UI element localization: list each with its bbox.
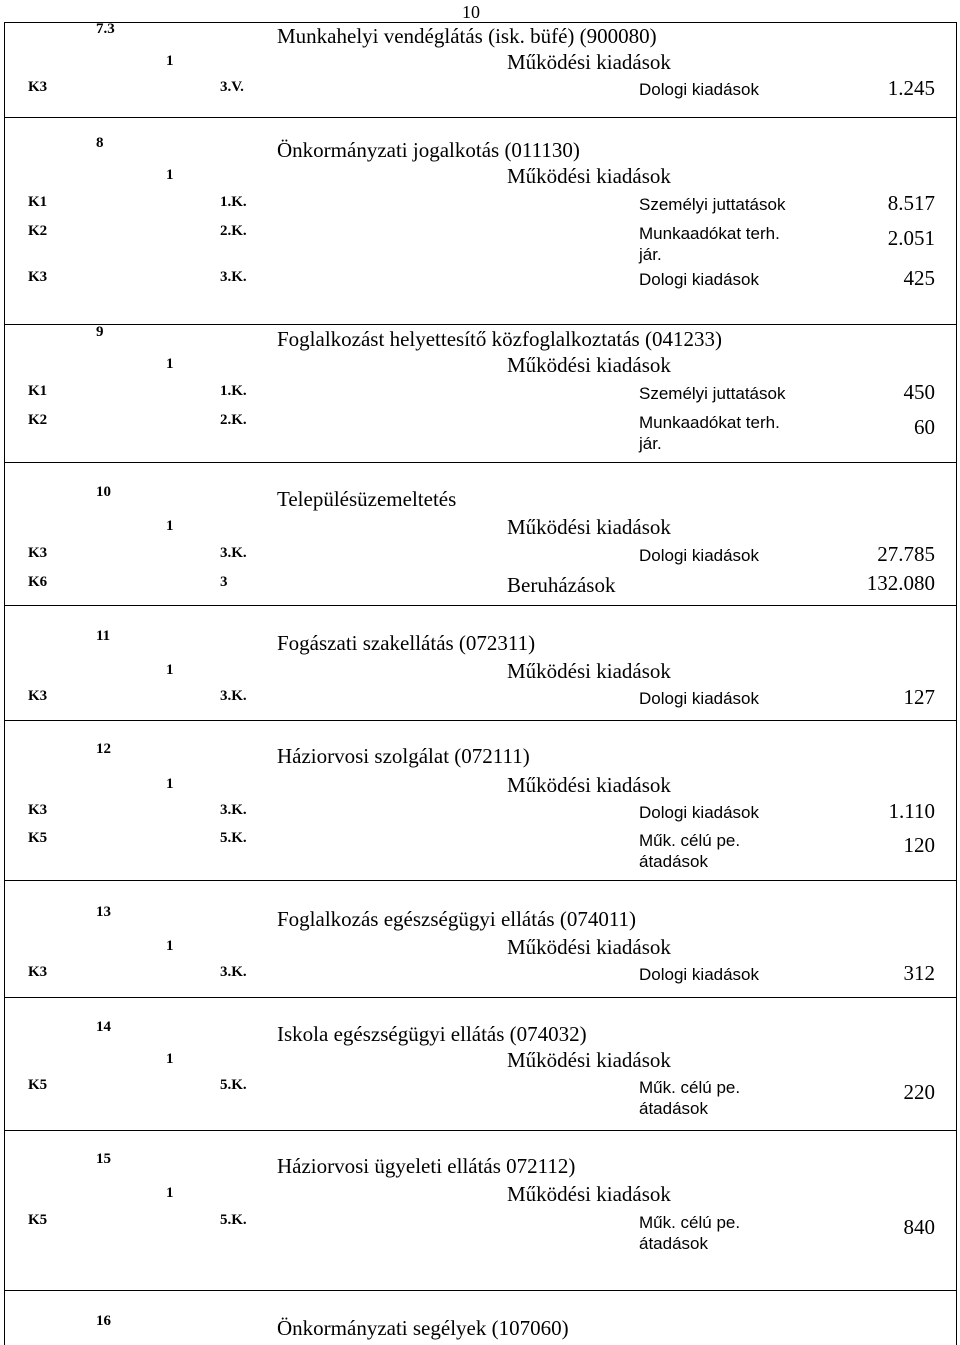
page-number: 10	[462, 2, 480, 22]
row-amount: 132.080	[866, 571, 935, 595]
section-separator	[4, 605, 957, 606]
row-amount: 1.245	[887, 76, 935, 100]
row-amount: 1.110	[888, 799, 935, 823]
row-label: Munkaadókat terh.	[639, 224, 780, 243]
row-amount: 312	[903, 961, 935, 985]
row-code: K1	[28, 383, 48, 399]
row-sub-code: 3.K.	[220, 269, 247, 285]
row-amount: 127	[903, 685, 935, 709]
row-label: Személyi juttatások	[639, 195, 786, 214]
group-number: 1	[166, 356, 174, 372]
section-number: 7.3	[96, 21, 115, 37]
section-title: Önkormányzati jogalkotás (011130)	[277, 138, 580, 162]
row-code: K5	[28, 1212, 48, 1228]
row-sub-code: 5.K.	[220, 1077, 247, 1093]
group-number: 1	[166, 776, 174, 792]
row-label-continued: átadások	[639, 852, 708, 871]
row-sub-code: 1.K.	[220, 383, 247, 399]
row-label: Beruházások	[507, 573, 616, 597]
row-label-continued: átadások	[639, 1099, 708, 1118]
table-right-border	[956, 22, 957, 1345]
row-code: K6	[28, 574, 48, 590]
row-sub-code: 3	[220, 574, 228, 590]
row-sub-code: 3.K.	[220, 964, 247, 980]
row-code: K3	[28, 269, 48, 285]
row-label: Munkaadókat terh.	[639, 413, 780, 432]
group-label: Működési kiadások	[507, 353, 671, 377]
row-sub-code: 5.K.	[220, 1212, 247, 1228]
group-number: 1	[166, 167, 174, 183]
row-label: Dologi kiadások	[639, 689, 760, 708]
section-separator	[4, 462, 957, 463]
table-left-border	[4, 22, 5, 1345]
group-label: Működési kiadások	[507, 164, 671, 188]
section-title: Iskola egészségügyi ellátás (074032)	[277, 1022, 587, 1046]
section-number: 11	[96, 628, 111, 644]
row-sub-code: 3.K.	[220, 802, 247, 818]
row-label-continued: jár.	[639, 434, 662, 453]
row-label: Műk. célú pe.	[639, 1078, 741, 1097]
section-title: Háziorvosi ügyeleti ellátás 072112)	[277, 1154, 576, 1178]
section-number: 14	[96, 1019, 111, 1035]
section-separator	[4, 1290, 957, 1291]
row-sub-code: 3.K.	[220, 688, 247, 704]
group-label: Működési kiadások	[507, 773, 671, 797]
row-amount: 8.517	[887, 191, 935, 215]
section-separator	[4, 880, 957, 881]
section-title: Munkahelyi vendéglátás (isk. büfé) (900080)	[277, 24, 657, 48]
group-label: Működési kiadások	[507, 1182, 671, 1206]
row-label: Dologi kiadások	[639, 803, 760, 822]
group-number: 1	[166, 53, 174, 69]
row-amount: 60	[914, 415, 935, 439]
group-number: 1	[166, 1051, 174, 1067]
row-amount: 2.051	[887, 226, 935, 250]
section-title: Foglalkozást helyettesítő közfoglalkoztatás (041233)	[277, 327, 722, 351]
row-code: K3	[28, 79, 48, 95]
row-code: K3	[28, 802, 48, 818]
section-number: 16	[96, 1313, 111, 1329]
row-amount: 425	[903, 266, 935, 290]
row-label: Dologi kiadások	[639, 546, 760, 565]
row-sub-code: 2.K.	[220, 412, 247, 428]
row-label: Személyi juttatások	[639, 384, 786, 403]
row-code: K5	[28, 1077, 48, 1093]
section-separator	[4, 117, 957, 118]
section-separator	[4, 997, 957, 998]
group-label: Működési kiadások	[507, 935, 671, 959]
row-label: Dologi kiadások	[639, 965, 760, 984]
row-code: K2	[28, 412, 48, 428]
row-sub-code: 5.K.	[220, 830, 247, 846]
row-code: K2	[28, 223, 48, 239]
row-amount: 450	[903, 380, 935, 404]
row-code: K3	[28, 688, 48, 704]
section-title: Háziorvosi szolgálat (072111)	[277, 744, 530, 768]
group-label: Működési kiadások	[507, 1048, 671, 1072]
row-code: K3	[28, 964, 48, 980]
section-number: 8	[96, 135, 104, 151]
group-number: 1	[166, 662, 174, 678]
group-number: 1	[166, 518, 174, 534]
row-amount: 220	[903, 1080, 935, 1104]
row-amount: 840	[903, 1215, 935, 1239]
row-sub-code: 3.K.	[220, 545, 247, 561]
row-sub-code: 3.V.	[220, 79, 244, 95]
row-label: Műk. célú pe.	[639, 1213, 741, 1232]
group-number: 1	[166, 938, 174, 954]
section-separator	[4, 720, 957, 721]
row-sub-code: 1.K.	[220, 194, 247, 210]
section-number: 9	[96, 324, 104, 340]
group-label: Működési kiadások	[507, 659, 671, 683]
group-label: Működési kiadások	[507, 50, 671, 74]
row-amount: 27.785	[877, 542, 935, 566]
section-title: Településüzemeltetés	[277, 487, 457, 511]
section-number: 10	[96, 484, 111, 500]
row-label-continued: átadások	[639, 1234, 708, 1253]
group-number: 1	[166, 1185, 174, 1201]
row-label: Műk. célú pe.	[639, 831, 741, 850]
row-code: K1	[28, 194, 48, 210]
section-title: Önkormányzati segélyek (107060)	[277, 1316, 569, 1340]
section-number: 13	[96, 904, 111, 920]
section-title: Fogászati szakellátás (072311)	[277, 631, 536, 655]
group-label: Működési kiadások	[507, 515, 671, 539]
section-separator	[4, 324, 957, 325]
row-sub-code: 2.K.	[220, 223, 247, 239]
row-label: Dologi kiadások	[639, 270, 760, 289]
row-amount: 120	[903, 833, 935, 857]
section-title: Foglalkozás egészségügyi ellátás (074011)	[277, 907, 637, 931]
table-top-border	[4, 22, 957, 23]
row-code: K5	[28, 830, 48, 846]
row-label: Dologi kiadások	[639, 80, 760, 99]
section-number: 12	[96, 741, 111, 757]
section-separator	[4, 1130, 957, 1131]
section-number: 15	[96, 1151, 111, 1167]
row-label-continued: jár.	[639, 245, 662, 264]
row-code: K3	[28, 545, 48, 561]
